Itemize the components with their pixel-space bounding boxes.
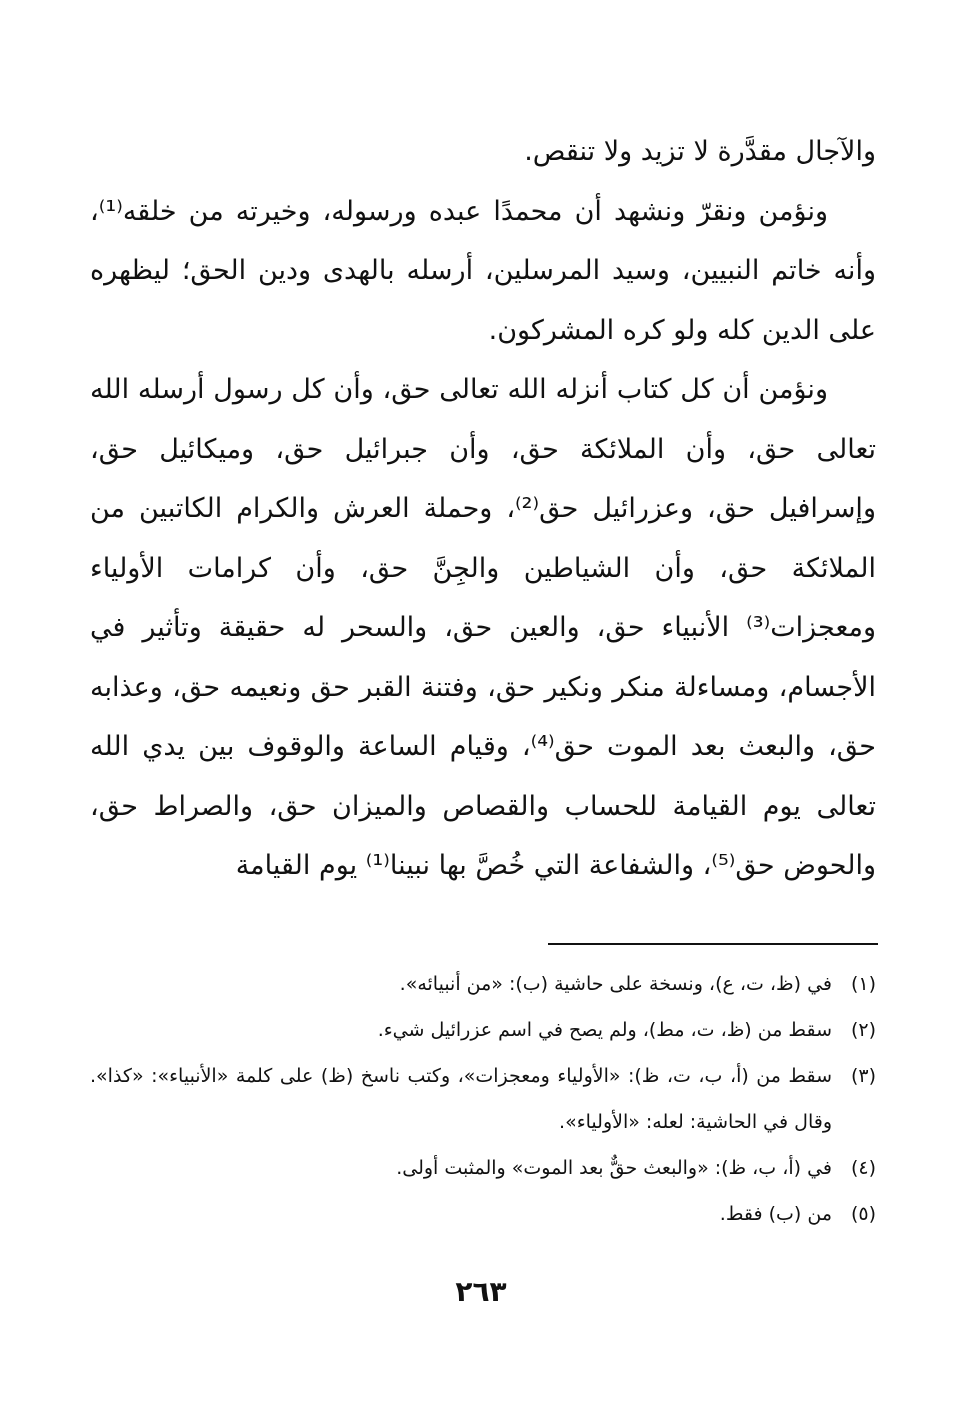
footnote-3 xyxy=(90,1053,876,1145)
footnote-number: (٥) xyxy=(850,1203,876,1225)
footnote-number: (٣) xyxy=(850,1065,876,1087)
footnote-number: (٢) xyxy=(850,1019,876,1041)
footnote-text: في (ظ، ت، ع)، ونسخة على حاشية (ب): «من أنبيائه». xyxy=(399,973,832,995)
footnote-4 xyxy=(90,1145,876,1191)
footnotes xyxy=(90,961,876,1237)
paragraph-3: ونؤمن أن كل كتاب أنزله الله تعالى حق، وأن كل رسول أرسله الله تعالى حق، وأن الملائكة حق، وأن جبرائيل حق، وميكائيل حق، وإسرافيل حق، وعزرائيل حق⁽²⁾، وحملة العرش والكرام الكاتبين من الملائكة حق، وأن الشياطين والجِنَّ حق، وأن كرامات الأولياء ومعجزات⁽³⁾ الأنبياء حق، والعين حق، والسحر له حقيقة وتأثير في الأجسام، ومساءلة منكر ونكير حق، وفتنة القبر حق ونعيمه حق، وعذابه حق، والبعث بعد الموت حق⁽⁴⁾، وقيام الساعة والوقوف بين يدي الله تعالى يوم القيامة للحساب والقصاص والميزان حق، والصراط حق، والحوض حق⁽⁵⁾، والشفاعة التي خُصَّ بها نبينا⁽¹⁾ يوم القيامة xyxy=(90,374,876,881)
footnote-1 xyxy=(90,961,876,1007)
footnote-text: من (ب) فقط. xyxy=(719,1203,832,1225)
paragraph-2: ونؤمن ونقرّ ونشهد أن محمدًا عبده ورسوله، وخيرته من خلقه⁽¹⁾، وأنه خاتم النبيين، وسيد المرسلين، أرسله بالهدى ودين الحق؛ ليظهره على الدين كله ولو كره المشركون. xyxy=(90,195,876,346)
footnote-2 xyxy=(90,1007,876,1053)
footnote-number: (٤) xyxy=(850,1157,876,1179)
footnote-text: في (أ، ب، ظ): «والبعث حقٌّ بعد الموت» والمثبت أولى. xyxy=(396,1157,832,1179)
footnote-number: (١) xyxy=(850,973,876,995)
footnote-text: سقط من (أ، ب، ت، ظ): «الأولياء ومعجزات»، وكتب ناسخ (ظ) على كلمة «الأنبياء»: «كذا». وقال في الحاشية: لعله: «الأولياء». xyxy=(90,1065,832,1133)
footnote-separator xyxy=(548,943,878,945)
main-text xyxy=(90,122,876,896)
footnote-5 xyxy=(90,1191,876,1237)
footnote-text: سقط من (ظ، ت، مط)، ولم يصح في اسم عزرائيل شيء. xyxy=(377,1019,832,1041)
paragraph-1: والآجال مقدَّرة لا تزيد ولا تنقص. xyxy=(524,136,876,167)
page-number: ٢٦٣ xyxy=(455,1275,507,1308)
